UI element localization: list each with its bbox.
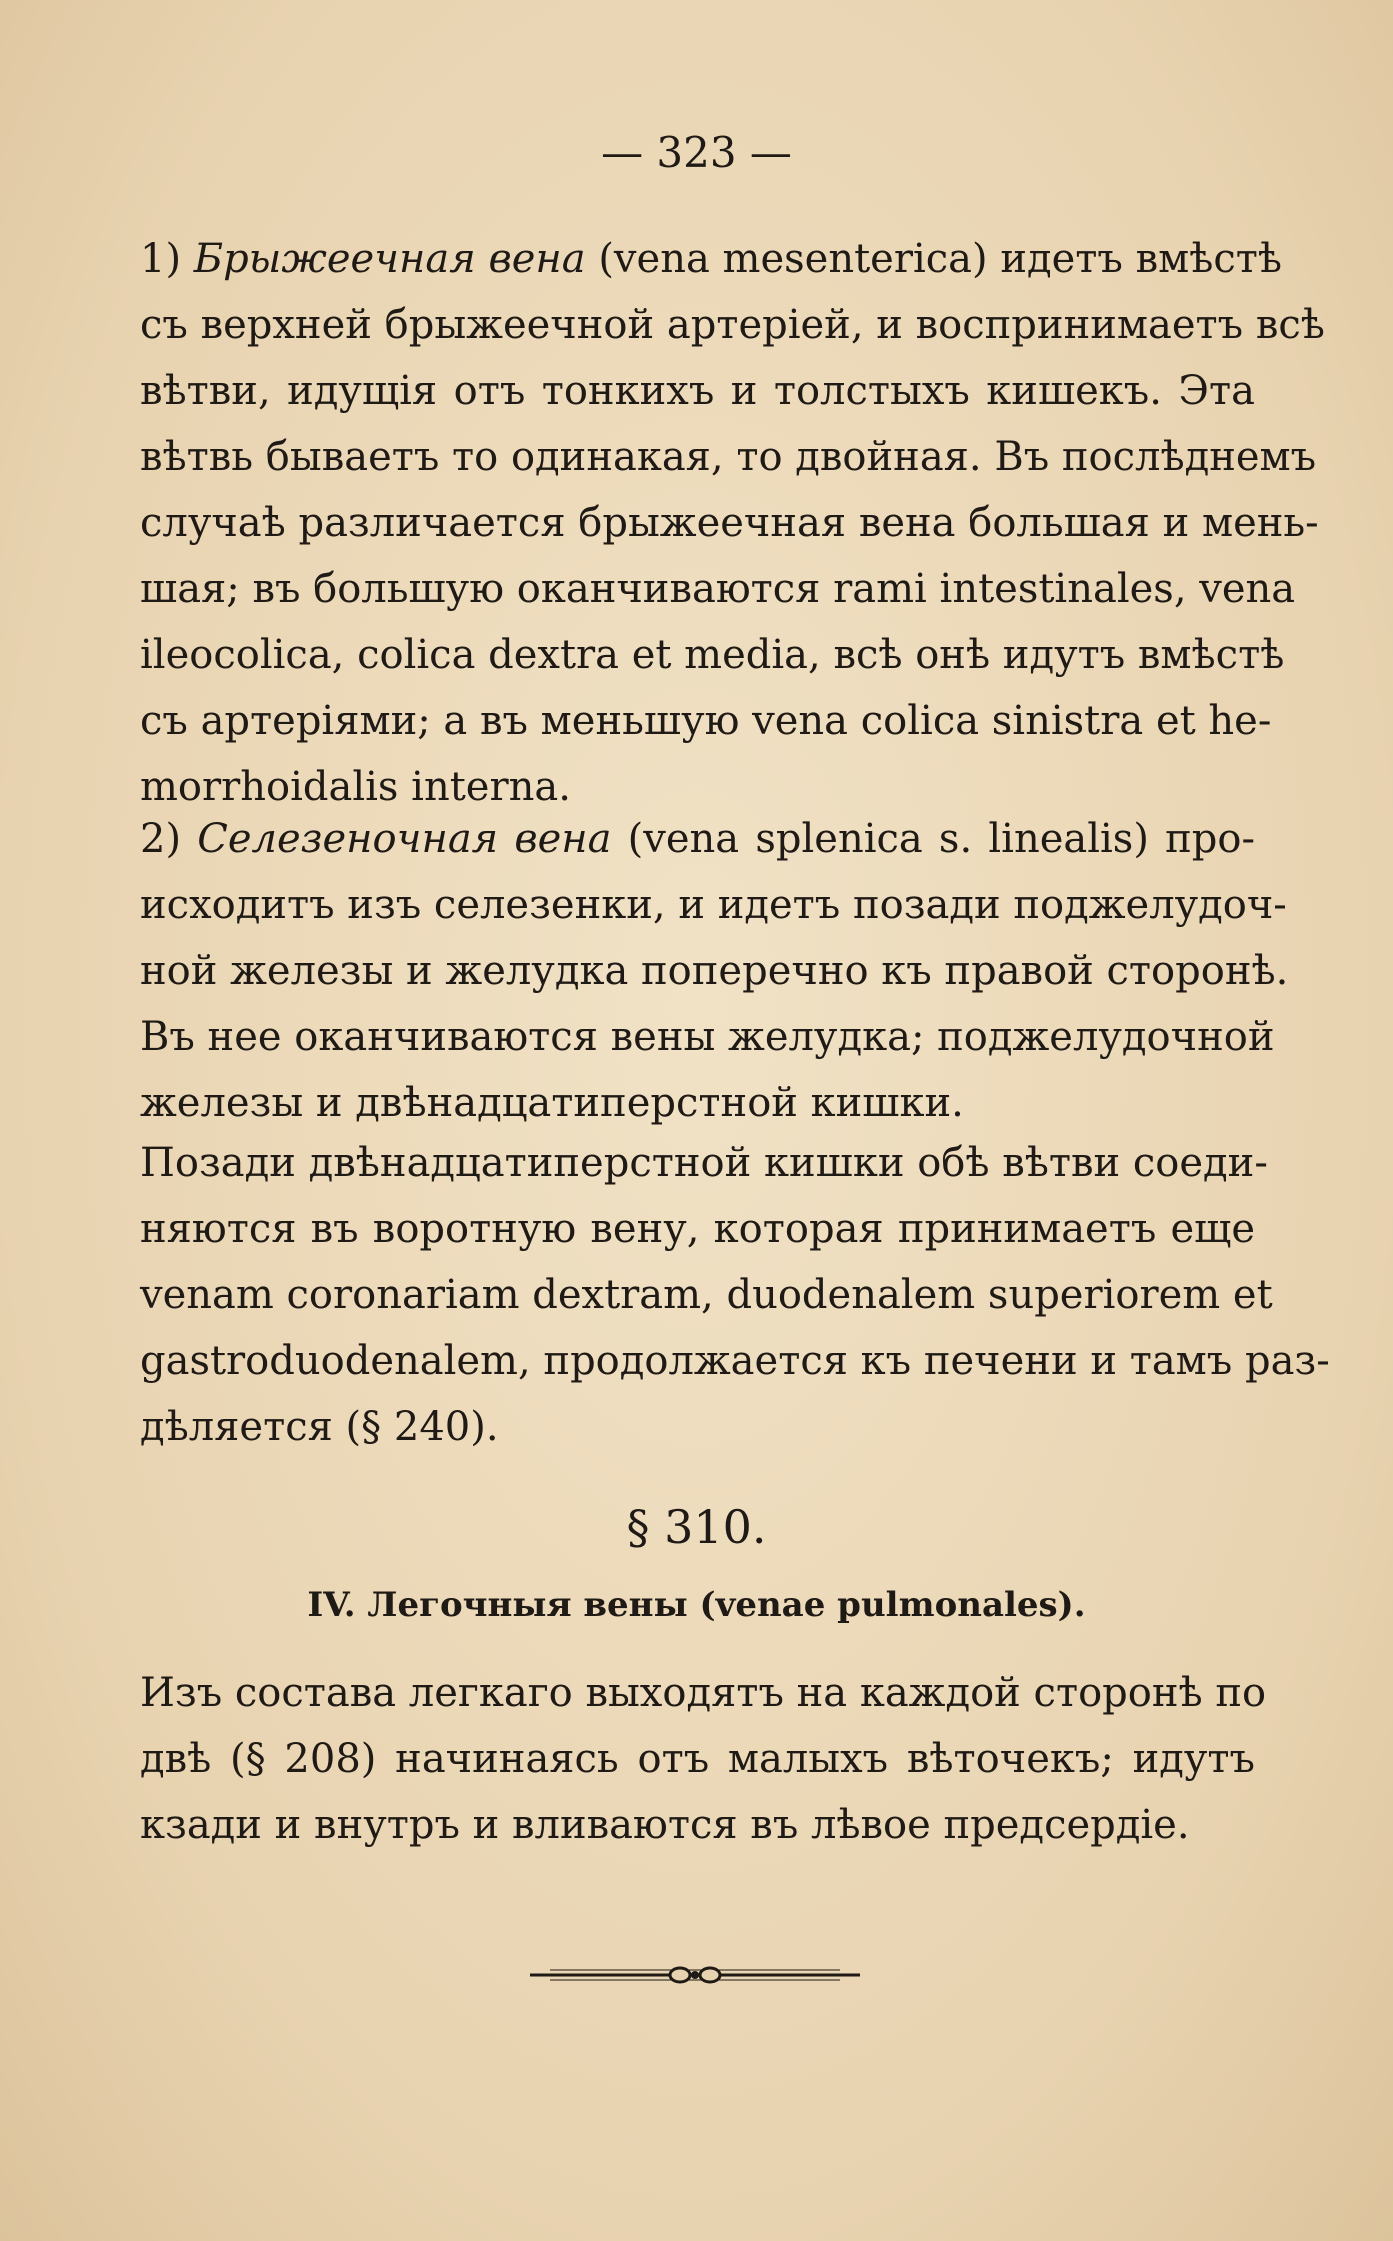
text-line: Позади двѣнадцатиперстной кишки обѣ вѣтви соеди- [140, 1140, 1268, 1186]
paragraph-mesenteric-vein [140, 226, 1325, 820]
text-line: 2) Селезеночная вена (vena splenica s. linealis) про- [140, 816, 1255, 862]
text-line: железы и двѣнадцатиперстной кишки. [140, 1080, 964, 1126]
paragraph-splenic-vein [140, 806, 1289, 1136]
text-line: съ артеріями; а въ меньшую vena colica sinistra et he- [140, 698, 1272, 744]
page-number: — 323 — [601, 128, 792, 177]
text-line: исходитъ изъ селезенки, и идетъ позади поджелудоч- [140, 882, 1287, 928]
paragraph-portal-vein [140, 1130, 1330, 1460]
text-line: кзади и внутръ и вливаются въ лѣвое предсердіе. [140, 1802, 1190, 1848]
text-line: дѣляется (§ 240). [140, 1404, 499, 1450]
text-line: venam coronariam dextram, duodenalem superiorem et [140, 1272, 1273, 1318]
paragraph-pulmonary-veins [140, 1660, 1267, 1858]
text-line: morrhoidalis interna. [140, 764, 571, 810]
section-number: § 310. [626, 1500, 767, 1554]
ornament-divider [530, 1955, 860, 1995]
section-title: IV. Легочныя вены (venae pulmonales). [307, 1585, 1086, 1625]
term-italic: Брыжеечная вена [193, 236, 586, 282]
text-line: двѣ (§ 208) начинаясь отъ малыхъ вѣточекъ; идутъ [140, 1736, 1255, 1782]
text-line: gastroduodenalem, продолжается къ печени и тамъ раз- [140, 1338, 1330, 1384]
term-italic: Селезеночная вена [197, 816, 612, 862]
text-line: 1) Брыжеечная вена (vena mesenterica) идетъ вмѣстѣ [140, 236, 1282, 282]
text-line: вѣтвь бываетъ то одинакая, то двойная. Въ послѣднемъ [140, 434, 1317, 480]
text-line: няются въ воротную вену, которая принимаетъ еще [140, 1206, 1255, 1252]
text-line: случаѣ различается брыжеечная вена большая и мень- [140, 500, 1319, 546]
text-line: шая; въ большую оканчиваются rami intestinales, vena [140, 566, 1296, 612]
text-line: съ верхней брыжеечной артеріей, и воспринимаетъ всѣ [140, 302, 1325, 348]
text-line: ной железы и желудка поперечно къ правой сторонѣ. [140, 948, 1289, 994]
text-line: вѣтви, идущія отъ тонкихъ и толстыхъ кишекъ. Эта [140, 368, 1255, 414]
text-line: Въ нее оканчиваются вены желудка; поджелудочной [140, 1014, 1275, 1060]
text-line: Изъ состава легкаго выходятъ на каждой сторонѣ по [140, 1670, 1267, 1716]
text-line: ileocolica, colica dextra et media, всѣ онѣ идутъ вмѣстѣ [140, 632, 1285, 678]
